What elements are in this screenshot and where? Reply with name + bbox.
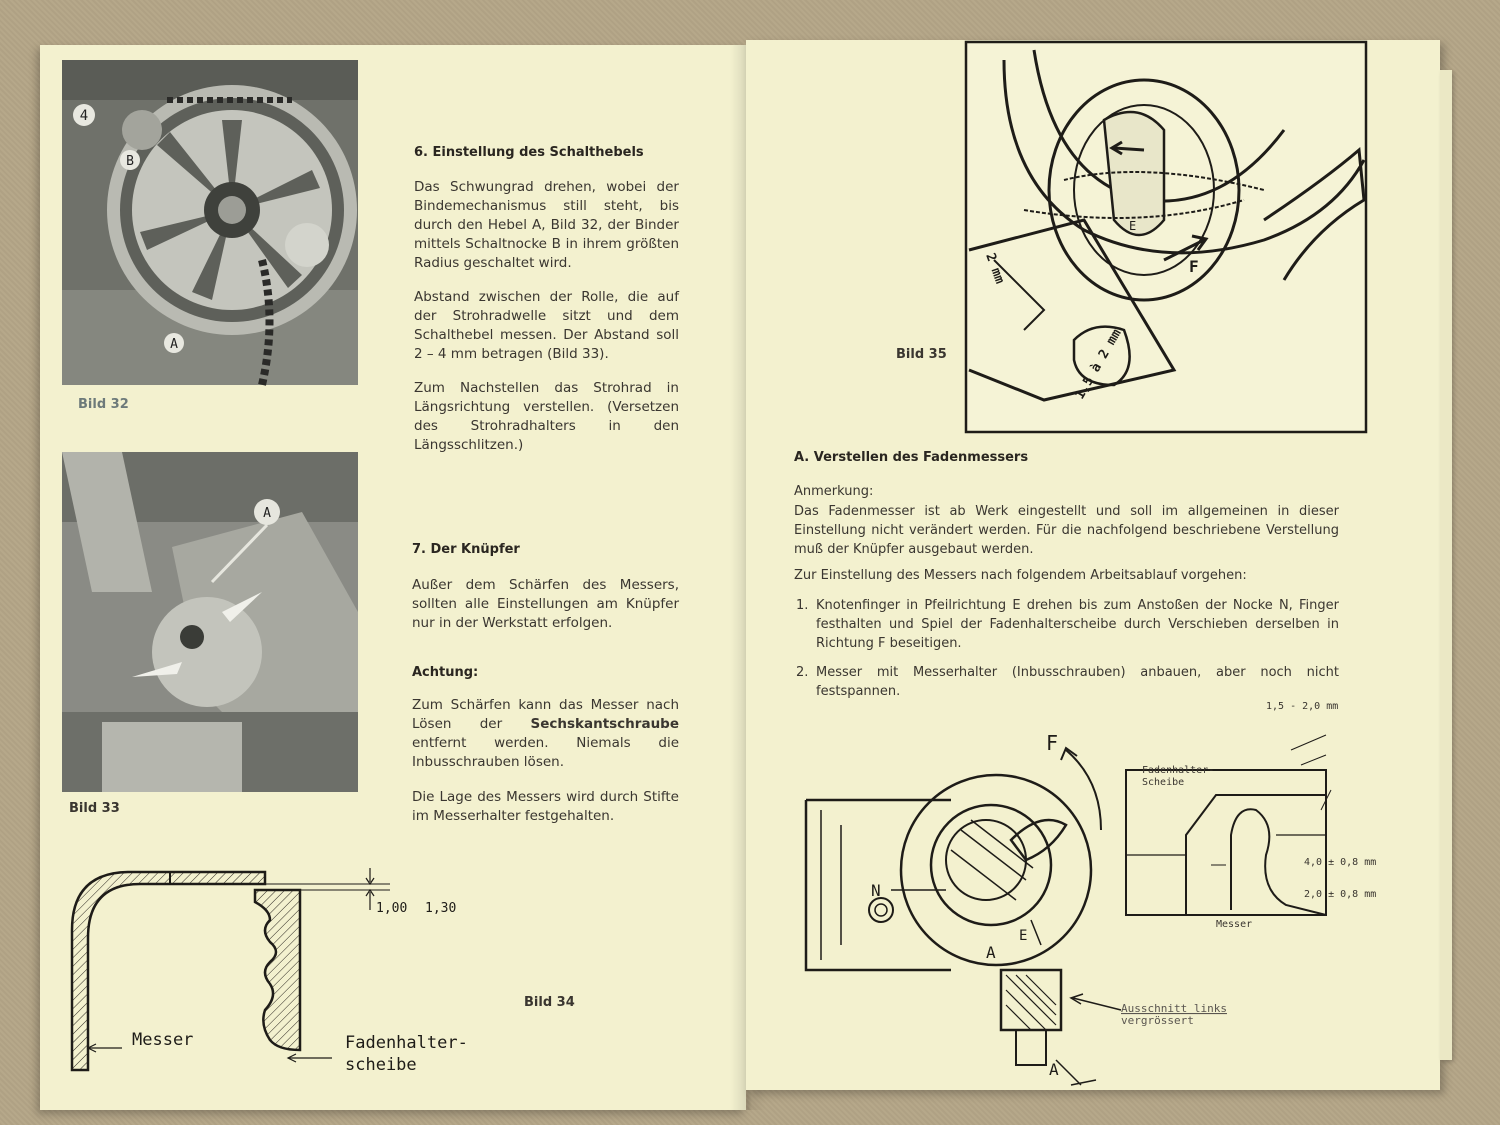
right-page: [746, 40, 1440, 1090]
section-6-paragraph-3: Zum Nachstellen das Strohrad in Längsrichtung verstellen. (Versetzen des Strohradhalters in den Längsschlitzen.): [414, 380, 679, 453]
fig36-label-f: F: [1046, 731, 1059, 755]
fig35-label-f: F: [1189, 257, 1199, 276]
paragraph-2-start: Zum Schärfen kann das Messer nach Lösen der: [412, 697, 679, 732]
step-1-text: Knotenfinger in Pfeilrichtung E drehen bis zum Anstoßen der Nocke N, Finger festhalten und Spiel der Fadenhalterscheibe durch Verschieben derselben in Richtung F beseitigen.: [816, 598, 1339, 651]
knotter-photo: [62, 452, 358, 792]
fig36-label-a: A: [986, 943, 996, 962]
diagram-bild-34: [60, 860, 520, 1075]
section-6-heading: 6. Einstellung des Schalthebels: [414, 145, 644, 160]
section-6-paragraph-2: Abstand zwischen der Rolle, die auf der Strohradwelle sitzt und dem Schalthebel messen. Der Abstand soll 2 – 4 mm betragen (Bild 33).: [414, 289, 679, 362]
photo-label-b: B: [126, 154, 134, 169]
dim-4-0: 4,0 ± 0,8 mm: [1304, 857, 1377, 868]
dimension-1-00: 1,00: [376, 901, 408, 916]
caption-bild-32: Bild 32: [78, 397, 129, 412]
dim-1-5-2-0: 1,5 - 2,0 mm: [1266, 701, 1339, 712]
section-a-heading: A. Verstellen des Fadenmessers: [794, 450, 1029, 465]
fig35-dim-2mm: 2 mm: [982, 251, 1008, 286]
procedure-intro: Zur Einstellung des Messers nach folgendem Arbeitsablauf vorgehen:: [794, 568, 1247, 583]
detail-label-disc-1: Fadenhalter-: [1142, 765, 1215, 776]
section-7-heading: 7. Der Knüpfer: [412, 542, 520, 557]
diagram-bild-35: [964, 40, 1370, 435]
page-stack-edge: [1440, 70, 1452, 1060]
section-7-paragraph-3: Die Lage des Messers wird durch Stifte im Messerhalter festgehalten.: [412, 789, 679, 824]
left-page: [40, 45, 746, 1110]
section-6-paragraph-1: Das Schwungrad drehen, wobei der Bindemechanismus still steht, bis durch den Hebel A, Bild 32, der Binder mittels Schaltnocke B in ihrem größten Radius geschaltet wird.: [414, 179, 679, 271]
caption-bild-34: Bild 34: [524, 995, 575, 1010]
hex-screw-term: Sechskantschraube: [530, 716, 679, 732]
diagram-knotter-assembly: [801, 730, 1227, 1085]
dim-2-0: 2,0 ± 0,8 mm: [1304, 889, 1377, 900]
cutout-label-1: Ausschnitt links: [1121, 1002, 1227, 1015]
photo-label-4: 4: [79, 108, 89, 124]
cutout-label-2: vergrössert: [1121, 1014, 1194, 1027]
section-7-paragraph-2: [412, 696, 679, 772]
sprocket-photo: [62, 60, 358, 385]
fig36-label-e: E: [1019, 928, 1028, 944]
photo33-label-a: A: [263, 506, 271, 521]
section-7-paragraph-1: Außer dem Schärfen des Messers, sollten alle Einstellungen am Knüpfer nur in der Werkstatt erfolgen.: [412, 577, 679, 631]
paragraph-2-end: entfernt werden. Niemals die Inbusschrauben lösen.: [412, 735, 679, 770]
photo-label-a: A: [170, 337, 178, 352]
step-2-number: 2.: [796, 665, 809, 680]
note-text: Das Fadenmesser ist ab Werk eingestellt und soll im allgemeinen in dieser Einstellung nicht verändert werden. Für die nachfolgend beschriebene Verstellung muß der Knüpfer ausgebaut werden.: [794, 504, 1339, 557]
fig35-label-e: E: [1129, 219, 1137, 233]
fig35-dim-range: 1,5 à 2 mm: [1072, 326, 1125, 402]
fig36-label-n: N: [871, 881, 881, 900]
step-2-text: Messer mit Messerhalter (Inbusschrauben) anbauen, aber noch nicht festspannen.: [816, 665, 1339, 699]
caption-bild-33: Bild 33: [69, 801, 120, 816]
label-messer: Messer: [132, 1030, 194, 1050]
detail-label-messer: Messer: [1216, 919, 1253, 930]
photo-bild-32: [62, 60, 358, 385]
label-fadenhalter-2: scheibe: [345, 1055, 417, 1075]
note-label: Anmerkung:: [794, 484, 874, 499]
label-fadenhalter-1: Fadenhalter-: [345, 1033, 468, 1053]
fig36-label-a-bottom: A: [1049, 1060, 1059, 1079]
caption-bild-35: Bild 35: [896, 347, 947, 362]
dimension-1-30: 1,30: [425, 901, 457, 916]
step-1-number: 1.: [796, 598, 809, 613]
attention-heading: Achtung:: [412, 665, 479, 680]
detail-label-disc-2: Scheibe: [1142, 777, 1185, 788]
photo-bild-33: [62, 452, 358, 792]
diagram-detail-enlarged: [1126, 695, 1386, 935]
